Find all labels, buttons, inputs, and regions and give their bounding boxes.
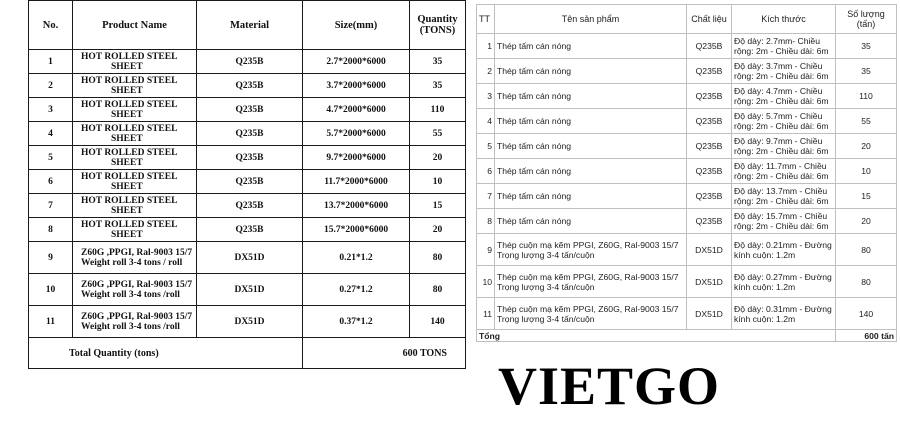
product-name-line1: Z60G ,PPGI, Ral-9003 15/7 [81,247,193,258]
product-name-line2: SHEET [111,229,143,240]
size-line1: Độ dày: 2.7mm- Chiều [734,36,820,46]
product-name-text: Thép tấm cán nóng [497,41,572,51]
material: Q235B [197,194,303,218]
header-quantity: Quantity (TONS) [410,1,466,50]
product-name-line2: SHEET [111,157,143,168]
product-name [495,234,687,266]
header-quantity: Số lượng (tấn) [836,5,897,34]
header-product-name: Product Name [73,1,197,50]
size-line2: rộng: 2m - Chiều dài: 6m [734,221,829,231]
product-name-line1: Thép cuộn mạ kẽm PPGI, Z60G, Ral-9003 15/7 [497,303,679,314]
product-name-line1: Thép cuộn mạ kẽm PPGI, Z60G, Ral-9003 15/7 [497,271,679,282]
total-row [477,330,897,342]
size: 0.21*1.2 [303,242,410,274]
size [732,298,836,330]
product-name [73,274,197,306]
product-name-text: Thép tấm cán nóng [497,191,572,201]
header-no: No. [29,1,73,50]
product-name [73,242,197,274]
row-number: 7 [477,184,495,209]
row-number: 5 [29,146,73,170]
size-line1: Độ dày: 5.7mm - Chiều [734,111,823,121]
product-name [495,266,687,298]
header-product-name: Tên sản phẩm [495,5,687,34]
product-name-line1: HOT ROLLED STEEL [81,219,178,230]
material: Q235B [687,209,732,234]
product-name-line2: Trọng lượng 3-4 tấn/cuộn [497,249,595,260]
quantity: 20 [410,146,466,170]
size-line1: Độ dày: 13.7mm - Chiều [734,186,828,196]
quantity: 35 [836,59,897,84]
row-number: 11 [477,298,495,330]
size: 0.37*1.2 [303,306,410,338]
size-line1: Độ dày: 0.31mm - Đường [734,303,832,314]
table-row [477,134,897,159]
product-name-text: Thép tấm cán nóng [497,216,572,226]
size: 3.7*2000*6000 [303,74,410,98]
row-number: 9 [29,242,73,274]
header-material: Material [197,1,303,50]
size [732,84,836,109]
size-line1: Độ dày: 3.7mm - Chiều [734,61,823,71]
table-header-row [477,5,897,34]
row-number: 8 [477,209,495,234]
product-name [495,134,687,159]
product-name-line2: Weight roll 3-4 tons /roll [81,321,180,332]
size [732,234,836,266]
material: Q235B [197,50,303,74]
row-number: 3 [477,84,495,109]
material: Q235B [687,134,732,159]
table-row [29,122,466,146]
size: 0.27*1.2 [303,274,410,306]
size: 4.7*2000*6000 [303,98,410,122]
row-number: 1 [29,50,73,74]
product-name-line2: SHEET [111,61,143,72]
product-name [73,306,197,338]
table-row [477,209,897,234]
material: Q235B [197,170,303,194]
size-line2: rộng: 2m - Chiều dài: 6m [734,46,829,56]
product-name [73,146,197,170]
table-row [29,170,466,194]
quantity: 140 [836,298,897,330]
product-name [73,218,197,242]
material: DX51D [687,234,732,266]
table-header-row [29,1,466,50]
row-number: 2 [477,59,495,84]
row-number: 8 [29,218,73,242]
product-name [495,59,687,84]
table-row [29,50,466,74]
total-value: 600 TONS [303,338,466,369]
quantity: 80 [410,274,466,306]
size: 13.7*2000*6000 [303,194,410,218]
vietgo-brand-logo: VIETGO [498,356,721,416]
size: 11.7*2000*6000 [303,170,410,194]
size-line2: rộng: 2m - Chiều dài: 6m [734,196,829,206]
row-number: 2 [29,74,73,98]
quantity: 140 [410,306,466,338]
quantity: 55 [410,122,466,146]
product-name-line1: Z60G ,PPGI, Ral-9003 15/7 [81,279,193,290]
header-tt: TT [477,5,495,34]
product-name-line1: HOT ROLLED STEEL [81,99,178,110]
material: Q235B [687,184,732,209]
size-line1: Độ dày: 0.27mm - Đường [734,271,832,282]
product-name [495,184,687,209]
row-number: 6 [477,159,495,184]
material: DX51D [197,274,303,306]
product-name-text: Thép tấm cán nóng [497,116,572,126]
material: Q235B [687,34,732,59]
size-line1: Độ dày: 15.7mm - Chiều [734,211,828,221]
row-number: 3 [29,98,73,122]
product-name-line2: SHEET [111,205,143,216]
material: DX51D [197,306,303,338]
product-name-line1: HOT ROLLED STEEL [81,195,178,206]
quantity: 10 [410,170,466,194]
quantity: 20 [410,218,466,242]
quantity: 110 [836,84,897,109]
english-spec-table-image [28,0,465,380]
row-number: 11 [29,306,73,338]
row-number: 4 [29,122,73,146]
product-name-text: Thép tấm cán nóng [497,66,572,76]
product-name [495,109,687,134]
quantity: 80 [836,234,897,266]
material: DX51D [197,242,303,274]
material: Q235B [197,218,303,242]
quantity: 20 [836,134,897,159]
row-number: 10 [477,266,495,298]
size-line2: rộng: 2m - Chiều dài: 6m [734,71,829,81]
row-number: 5 [477,134,495,159]
product-name-line1: Thép cuộn mạ kẽm PPGI, Z60G, Ral-9003 15/7 [497,239,679,250]
product-name-line1: HOT ROLLED STEEL [81,147,178,158]
row-number: 10 [29,274,73,306]
product-name [73,50,197,74]
size-line2: rộng: 2m - Chiều dài: 6m [734,96,829,106]
size: 5.7*2000*6000 [303,122,410,146]
product-name [495,159,687,184]
table-row [477,266,897,298]
table-row [477,34,897,59]
table-row [477,59,897,84]
size [732,34,836,59]
quantity: 35 [410,50,466,74]
header-material: Chất liệu [687,5,732,34]
product-name-line1: Z60G ,PPGI, Ral-9003 15/7 [81,311,193,322]
quantity: 80 [410,242,466,274]
size-line2: kính cuộn: 1.2m [734,281,796,292]
table-row [29,146,466,170]
size-line2: rộng: 2m - Chiều dài: 6m [734,146,829,156]
product-name-text: Thép tấm cán nóng [497,91,572,101]
size [732,266,836,298]
row-number: 4 [477,109,495,134]
material: Q235B [687,159,732,184]
material: Q235B [687,59,732,84]
product-name-line1: HOT ROLLED STEEL [81,123,178,134]
size-line1: Độ dày: 11.7mm - Chiều [734,161,827,171]
total-label: Tổng [477,330,836,342]
product-name [495,34,687,59]
size [732,59,836,84]
product-name-text: Thép tấm cán nóng [497,166,572,176]
quantity: 110 [410,98,466,122]
row-number: 9 [477,234,495,266]
table-row [29,274,466,306]
table-row [29,242,466,274]
table-row [29,74,466,98]
material: Q235B [197,146,303,170]
product-name-line2: SHEET [111,109,143,120]
product-name-line2: Trọng lượng 3-4 tấn/cuộn [497,281,595,292]
quantity: 80 [836,266,897,298]
table-row [477,84,897,109]
size [732,109,836,134]
table-row [477,298,897,330]
table-row [29,194,466,218]
size: 9.7*2000*6000 [303,146,410,170]
table-row [29,306,466,338]
size: 15.7*2000*6000 [303,218,410,242]
table-row [477,234,897,266]
english-quotation-table [28,0,466,369]
material: DX51D [687,298,732,330]
size: 2.7*2000*6000 [303,50,410,74]
quantity: 15 [410,194,466,218]
size-line2: kính cuộn: 1.2m [734,249,796,260]
size [732,134,836,159]
product-name-line2: SHEET [111,85,143,96]
material: DX51D [687,266,732,298]
row-number: 1 [477,34,495,59]
table-row [29,98,466,122]
size-line2: kính cuộn: 1.2m [734,313,796,324]
material: Q235B [687,84,732,109]
product-name [73,194,197,218]
product-name [73,74,197,98]
product-name [495,298,687,330]
vietnamese-quotation-table [476,4,897,342]
product-name [73,98,197,122]
material: Q235B [197,74,303,98]
size-line1: Độ dày: 9.7mm - Chiều [734,136,823,146]
table-row [477,109,897,134]
size-line1: Độ dày: 4.7mm - Chiều [734,86,823,96]
product-name-line2: Trọng lượng 3-4 tấn/cuộn [497,313,595,324]
product-name [73,170,197,194]
size-line1: Độ dày: 0.21mm - Đường [734,239,832,250]
material: Q235B [687,109,732,134]
product-name [495,209,687,234]
product-name-text: Thép tấm cán nóng [497,141,572,151]
size-line2: rộng: 2m - Chiều dài: 6m [734,171,829,181]
quantity: 55 [836,109,897,134]
quantity: 35 [410,74,466,98]
table-row [477,184,897,209]
size-line2: rộng: 2m - Chiều dài: 6m [734,121,829,131]
product-name-line2: Weight roll 3-4 tons / roll [81,257,183,268]
product-name [495,84,687,109]
vietnamese-spec-table [476,4,896,342]
product-name-line1: HOT ROLLED STEEL [81,171,178,182]
size [732,184,836,209]
row-number: 6 [29,170,73,194]
product-name-line2: Weight roll 3-4 tons /roll [81,289,180,300]
product-name-line2: SHEET [111,133,143,144]
table-row [477,159,897,184]
quantity: 20 [836,209,897,234]
table-row [29,218,466,242]
row-number: 7 [29,194,73,218]
product-name-line1: HOT ROLLED STEEL [81,75,178,86]
material: Q235B [197,122,303,146]
total-value: 600 tấn [836,330,897,342]
product-name-line2: SHEET [111,181,143,192]
product-name [73,122,197,146]
material: Q235B [197,98,303,122]
size [732,159,836,184]
quantity: 35 [836,34,897,59]
size [732,209,836,234]
quantity: 15 [836,184,897,209]
quantity: 10 [836,159,897,184]
product-name-line1: HOT ROLLED STEEL [81,51,178,62]
header-size: Size(mm) [303,1,410,50]
total-label: Total Quantity (tons) [29,338,303,369]
total-row [29,338,466,369]
header-size: Kích thước [732,5,836,34]
